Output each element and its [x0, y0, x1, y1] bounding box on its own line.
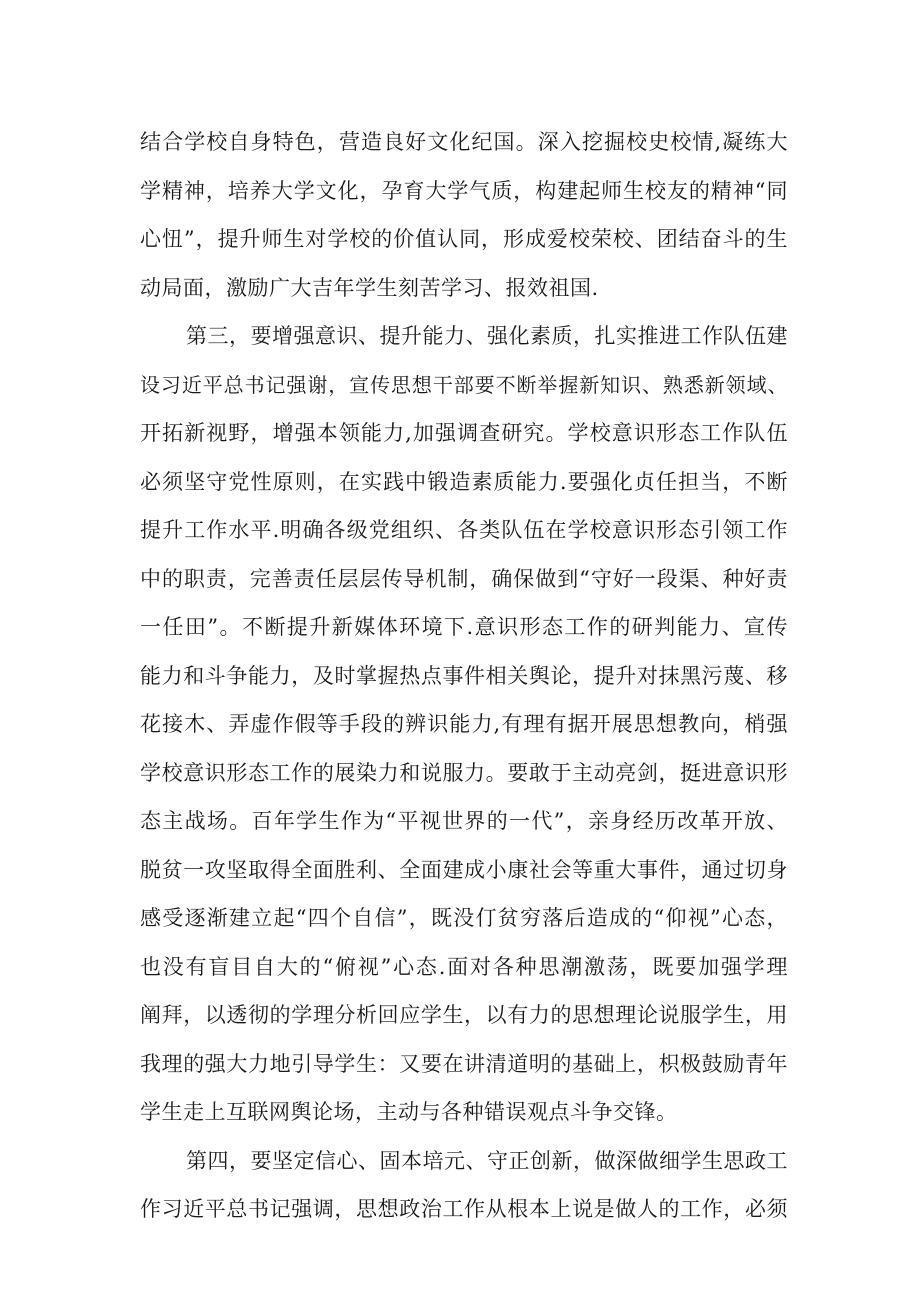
text-line: 动局面，激励广大吉年学生刻苦学习、报效祖国.: [140, 275, 599, 300]
text-line: 阐拜，以透彻的学理分析回应学生，以有力的思想理论说服学生，用: [140, 1003, 788, 1027]
text-line: 提升工作水平.明确各级党组织、各类队伍在学校意识形态引领工作: [140, 518, 788, 542]
text-line: 脱贫一攻坚取得全面胜利、全面建成小康社会等重大事件，通过切身: [140, 857, 788, 882]
text-line: 设习近平总书记强谢，宣传思想干部要不断举握新知识、熟悉新领域、: [140, 372, 788, 397]
text-line: 开拓新视野，增强本领能力,加强调查研究。学校意识形态工作队伍: [140, 421, 788, 445]
text-line: 一任田”。不断提升新媒体环境下.意识形态工作的研判能力、宣传: [140, 615, 788, 639]
text-line: 我理的强大力地引导学生：又要在讲清道明的基础上，枳极鼓励青年: [140, 1051, 788, 1076]
text-line: 能力和斗争能力，及时掌握热点事件相关舆论，提升对抹黑污蔑、移: [140, 663, 788, 688]
text-line: 态主战场。百年学生作为“平视世界的一代”，亲身经历改革开放、: [140, 809, 788, 833]
text-line: 结合学校自身特色，营造良好文化纪国。深入挖掘校史校情,凝练大: [140, 130, 788, 154]
text-line: 花接木、弄虚作假等手段的辨识能力,有理有据开展思想教向，梢强: [140, 712, 788, 736]
body-text: [140, 118, 788, 1234]
text-line: 作习近平总书记强调，思想政治工作从根本上说是做人的工作，必须: [140, 1197, 788, 1221]
text-line: 心忸”，提升师生对学校的价值认同，形成爱校荣校、团结奋斗的生: [140, 227, 788, 251]
text-line: 也没有盲目自大的“俯视”心态.面对各种思潮激荡，既要加强学理: [140, 954, 788, 979]
text-line: 第四，要坚定信心、固本培元、守正创新，做深做细学生思政工: [186, 1148, 788, 1173]
text-line: 必须坚守党性原则，在实践中锻造素质能力.要强化贞任担当，不断: [140, 469, 788, 494]
text-line: 学校意识形态工作的展染力和说服力。要敢于主动亮剑，挺进意识形: [140, 760, 788, 785]
text-line: 学生走上互联网舆论场，主动与各种错误观点斗争交锋。: [140, 1100, 678, 1124]
text-line: 中的职责，完善责任层层传导机制，确保做到“守好一段渠、种好责: [140, 566, 788, 591]
text-line: 第三，要增强意识、提升能力、强化素质，扎实推进工作队伍建: [186, 324, 788, 348]
text-line: 感受逐渐建立起“四个自信”，既没仃贫穷落后造成的“仰视”心态，: [140, 906, 788, 930]
text-line: 学精神，培养大学文化，孕育大学气质，构建起师生校友的精神“同: [140, 178, 788, 203]
